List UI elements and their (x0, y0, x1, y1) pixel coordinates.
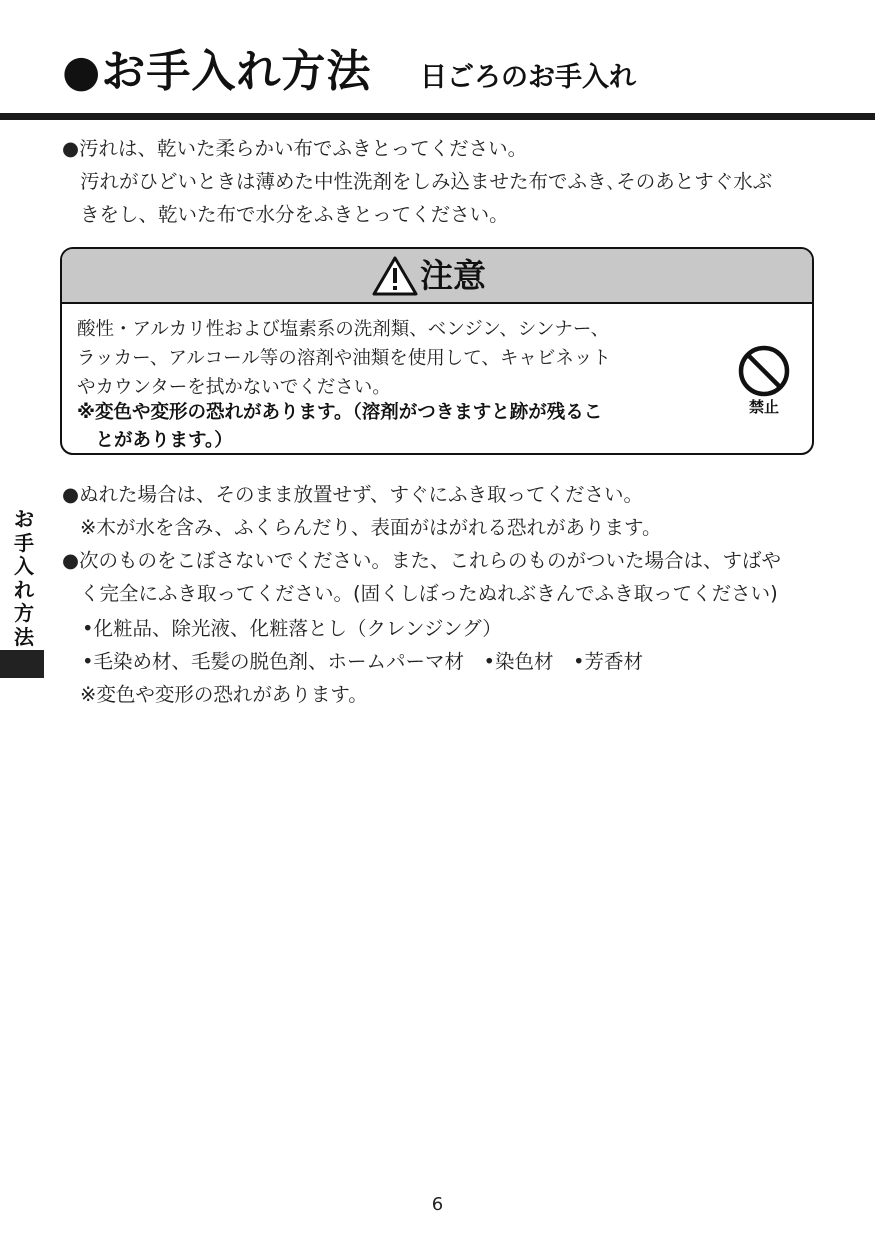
caution-line-2: ラッカー、アルコール等の溶剤や油類を使用して、キャビネット (77, 348, 611, 369)
header-divider (0, 113, 875, 120)
caution-header (62, 249, 812, 304)
side-tab-char: 手 (14, 530, 34, 555)
side-tab-char: れ (14, 577, 34, 602)
caution-title-group (372, 253, 486, 299)
page-number: 6 (431, 1194, 444, 1215)
spill-note: ※変色や変形の恐れがあります。 (80, 683, 368, 706)
spill-bullet-2: •毛染め材、毛髪の脱色剤、ホームパーマ材 •染色材 •芳香材 (82, 650, 644, 673)
prohibit-label: 禁止 (748, 398, 779, 416)
wet-line-1: ●ぬれた場合は、そのまま放置せず、すぐにふき取ってください。 (62, 483, 643, 506)
caution-note (77, 399, 602, 455)
spill-line-2: く完全にふき取ってください。(固くしぼったぬれぶきんでふき取ってください) (80, 582, 778, 605)
side-tab-char: 入 (14, 554, 34, 578)
caution-title: 注意 (420, 256, 486, 295)
spill-bullet-1: •化粧品、除光液、化粧落とし（クレンジング） (82, 617, 502, 640)
page-title: ●お手入れ方法 (62, 46, 372, 97)
caution-line-1: 酸性・アルカリ性および塩素系の洗剤類、ベンジン、シンナー、 (77, 319, 610, 340)
intro-line-2: 汚れがひどいときは薄めた中性洗剤をしみ込ませた布でふき､そのあとすぐ水ぶ (80, 170, 773, 193)
wet-line-2: ※木が水を含み、ふくらんだり、表面がはがれる恐れがあります。 (80, 516, 662, 539)
prohibition-icon (737, 344, 791, 398)
intro-line-3: きをし、乾いた布で水分をふきとってください。 (80, 203, 509, 226)
spill-line-1: ●次のものをこぼさないでください。また、これらのものがついた場合は、すばや (62, 549, 782, 572)
caution-note-line-1: ※変色や変形の恐れがあります。（溶剤がつきますと跡が残るこ (77, 402, 603, 423)
side-tab-char: 方 (14, 601, 34, 625)
caution-text (77, 315, 611, 402)
side-tab-label (4, 508, 44, 649)
side-tab-char: お (14, 507, 34, 531)
side-tab-char: 法 (14, 624, 34, 649)
caution-box (60, 247, 814, 455)
intro-line-1: ●汚れは、乾いた柔らかい布でふきとってください。 (62, 137, 528, 160)
section-subtitle: 日ごろのお手入れ (420, 62, 636, 93)
prohibit-mark (737, 344, 791, 416)
side-tab-marker (0, 650, 44, 678)
caution-note-line-2: とがあります。） (77, 430, 233, 451)
warning-triangle-icon (372, 255, 418, 297)
caution-line-3: やカウンターを拭かないでください。 (77, 377, 391, 398)
